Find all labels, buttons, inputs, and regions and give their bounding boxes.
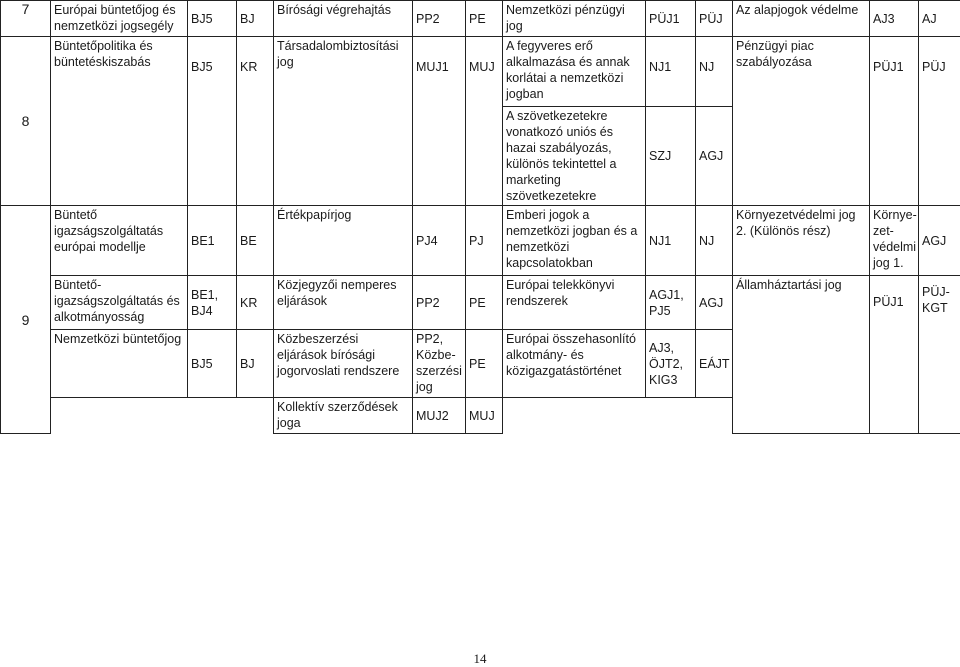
table-row-8 xyxy=(1,37,960,107)
dept-cell: AGJ xyxy=(919,206,960,276)
code-cell: AGJ1, PJ5 xyxy=(646,276,696,330)
course-cell: Közbeszerzési eljárások bírósági jogorvoslati rendszere xyxy=(274,330,413,398)
code-cell: SZJ xyxy=(646,107,696,206)
code-cell: AJ3 xyxy=(870,1,919,37)
dept-cell: NJ xyxy=(696,37,733,107)
course-cell: Társadalombiztosítási jog xyxy=(274,37,413,206)
code-cell: MUJ1 xyxy=(413,37,466,107)
page-number: 14 xyxy=(0,651,960,667)
course-cell: Államháztartási jog xyxy=(733,276,870,434)
row-number: 8 xyxy=(1,37,51,206)
dept-cell: PE xyxy=(466,276,503,330)
code-cell: PJ4 xyxy=(413,206,466,276)
course-cell: Az alapjogok védelme xyxy=(733,1,870,37)
code-cell: PP2 xyxy=(413,276,466,330)
code-cell: BE1, BJ4 xyxy=(188,276,237,330)
empty-cell xyxy=(870,107,919,206)
code-cell: PÜJ1 xyxy=(870,37,919,107)
empty-cell xyxy=(237,107,274,206)
empty-cell xyxy=(466,107,503,206)
course-cell: Környezetvédelmi jog 2. (Különös rész) xyxy=(733,206,870,276)
dept-cell: BE xyxy=(237,206,274,276)
code-cell: AJ3, ÖJT2, KIG3 xyxy=(646,330,696,398)
empty-cell xyxy=(919,107,960,206)
dept-cell: PJ xyxy=(466,206,503,276)
code-cell: BJ5 xyxy=(188,1,237,37)
empty-cell xyxy=(696,398,733,434)
code-cell: NJ1 xyxy=(646,206,696,276)
course-cell: A szövetkezetekre vonatkozó uniós és hazai szabályozás, különös tekintettel a marketing szövetkezetekre xyxy=(503,107,646,206)
course-cell: Büntetőpolitika és büntetéskiszabás xyxy=(51,37,188,206)
dept-cell: AGJ xyxy=(696,276,733,330)
dept-cell: PÜJ xyxy=(919,37,960,107)
course-cell: Kollektív szerződések joga xyxy=(274,398,413,434)
course-cell: Nemzetközi pénzügyi jog xyxy=(503,1,646,37)
row-number: 7 xyxy=(1,1,51,37)
code-cell: PÜJ1 xyxy=(646,1,696,37)
course-cell: Európai büntetőjog és nemzetközi jogsegély xyxy=(51,1,188,37)
dept-cell: AGJ xyxy=(696,107,733,206)
course-cell: Értékpapírjog xyxy=(274,206,413,276)
code-cell: PP2 xyxy=(413,1,466,37)
code-cell: NJ1 xyxy=(646,37,696,107)
dept-cell: NJ xyxy=(696,206,733,276)
dept-cell: MUJ xyxy=(466,398,503,434)
course-cell: Európai telekkönyvi rendszerek xyxy=(503,276,646,330)
empty-cell xyxy=(503,398,646,434)
empty-cell xyxy=(237,398,274,434)
code-cell: PÜJ1 xyxy=(870,276,919,434)
dept-cell: PE xyxy=(466,330,503,398)
table-row-9b xyxy=(1,276,960,330)
course-cell: Pénzügyi piac szabályozása xyxy=(733,37,870,206)
course-cell: Emberi jogok a nemzetközi jogban és a nemzetközi kapcsolatokban xyxy=(503,206,646,276)
dept-cell: AJ xyxy=(919,1,960,37)
dept-cell: BJ xyxy=(237,330,274,398)
dept-cell: MUJ xyxy=(466,37,503,107)
dept-cell: KR xyxy=(237,37,274,107)
dept-cell: PÜJ-KGT xyxy=(919,276,960,434)
empty-cell xyxy=(188,398,237,434)
code-cell: PP2, Közbe-szerzési jog xyxy=(413,330,466,398)
dept-cell: PE xyxy=(466,1,503,37)
course-cell: A fegyveres erő alkalmazása és annak korlátai a nemzetközi jogban xyxy=(503,37,646,107)
dept-cell: EÁJT xyxy=(696,330,733,398)
code-cell: MUJ2 xyxy=(413,398,466,434)
table-row-9a xyxy=(1,206,960,276)
empty-cell xyxy=(413,107,466,206)
dept-cell: PÜJ xyxy=(696,1,733,37)
empty-cell xyxy=(646,398,696,434)
course-cell: Nemzetközi büntetőjog xyxy=(51,330,188,398)
dept-cell: KR xyxy=(237,276,274,330)
row-number: 9 xyxy=(1,206,51,434)
code-cell: BE1 xyxy=(188,206,237,276)
code-cell: BJ5 xyxy=(188,37,237,107)
dept-cell: BJ xyxy=(237,1,274,37)
course-cell: Bírósági végrehajtás xyxy=(274,1,413,37)
table-row-7 xyxy=(1,1,960,37)
course-cell: Büntető-igazságszolgáltatás és alkotmányosság xyxy=(51,276,188,330)
code-cell: BJ5 xyxy=(188,330,237,398)
course-cell: Büntető igazságszolgáltatás európai modellje xyxy=(51,206,188,276)
empty-cell xyxy=(51,398,188,434)
code-cell: Környe-zet-védelmi jog 1. xyxy=(870,206,919,276)
course-cell: Európai összehasonlító alkotmány- és közigazgatástörténet xyxy=(503,330,646,398)
empty-cell xyxy=(188,107,237,206)
course-cell: Közjegyzői nemperes eljárások xyxy=(274,276,413,330)
